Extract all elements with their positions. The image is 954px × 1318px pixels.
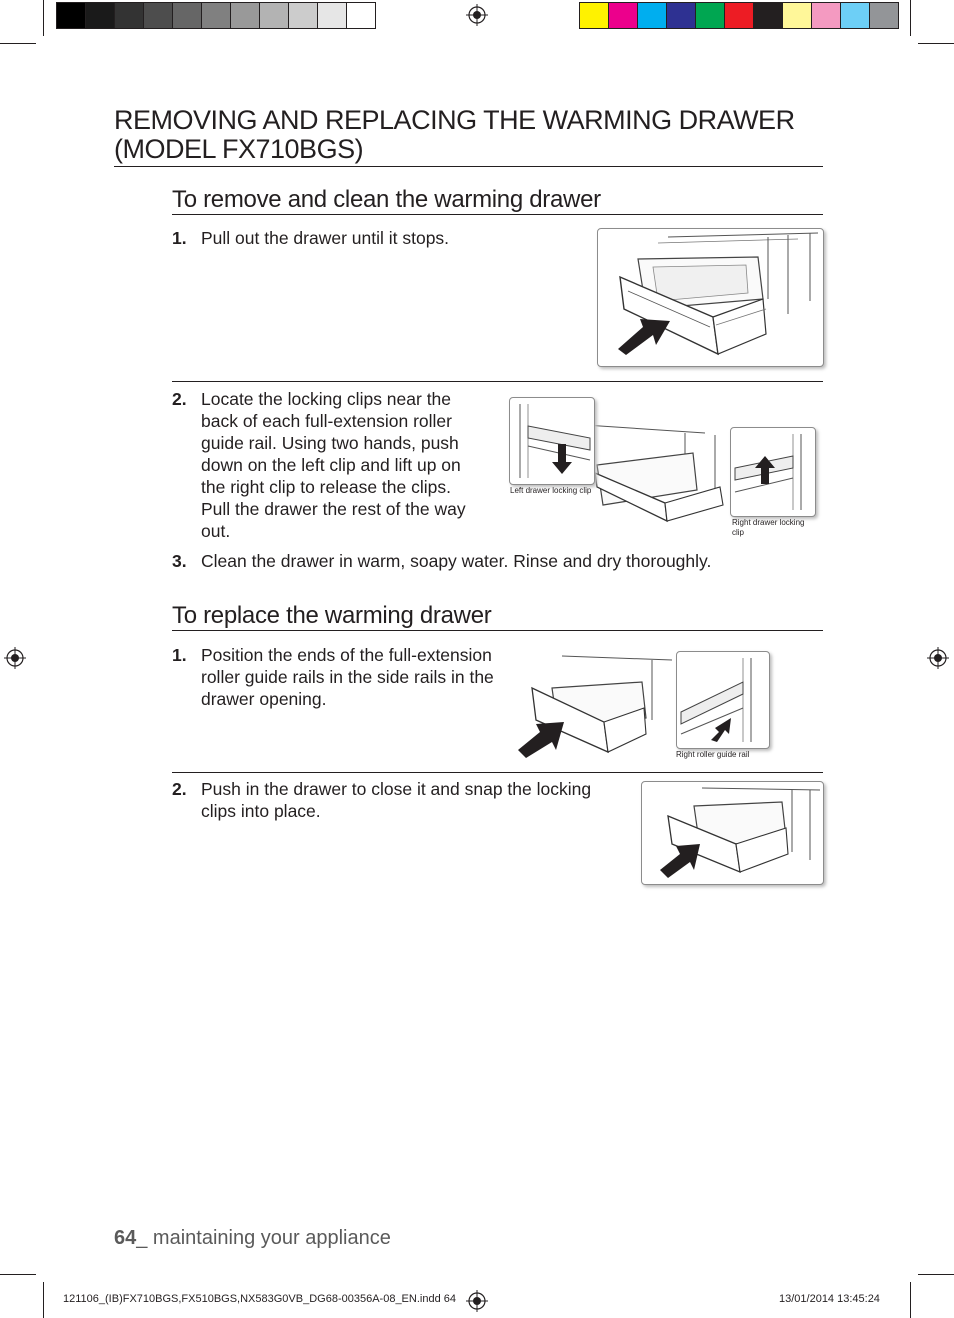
right-clip-inset [730,427,816,517]
color-swatch [782,2,812,29]
color-swatch [579,2,609,29]
gray-swatch [143,2,173,29]
gray-swatch [172,2,202,29]
color-swatch [608,2,638,29]
print-timestamp: 13/01/2014 13:45:24 [779,1293,880,1305]
page-title [114,106,826,164]
gray-swatch [317,2,347,29]
replace-section-heading: To replace the warming drawer [172,602,492,629]
crop-mark [43,1282,44,1318]
drawer-pull-out-figure [597,228,824,367]
color-swatch [695,2,725,29]
gray-swatch [114,2,144,29]
step-text: Push in the drawer to close it and snap the locking clips into place. [201,779,592,821]
step-divider [172,381,823,382]
crop-mark [0,43,36,44]
gray-swatch [56,2,86,29]
remove-section-heading: To remove and clean the warming drawer [172,186,601,213]
registration-target-icon [466,1290,488,1312]
right-rail-inset [676,651,770,749]
step-number: 1. [172,228,187,248]
step-number: 3. [172,551,187,571]
step-text: Position the ends of the full-extension roller guide rails in the side rails in the drawer opening. [201,645,494,709]
color-swatch [840,2,870,29]
step-text: Clean the drawer in warm, soapy water. Rinse and dry thoroughly. [201,551,712,571]
color-swatch [811,2,841,29]
section-rule [172,630,823,631]
replace-drawer-figure [512,650,774,765]
registration-target-icon [466,4,488,26]
step-number: 2. [172,389,187,409]
gray-swatch [85,2,115,29]
step-number: 2. [172,779,187,799]
step-text: Pull out the drawer until it stops. [201,228,450,248]
step-number: 1. [172,645,187,665]
gray-swatch [346,2,376,29]
crop-mark [910,0,911,36]
color-swatch [753,2,783,29]
gray-swatch [259,2,289,29]
step-text: Locate the locking clips near the back of each full-extension roller guide rail. Using two hands, push down on the left clip and lift up on the right clip to release the clips. Pull the drawer the rest of the way out. [201,389,466,541]
color-swatch [637,2,667,29]
color-swatch [869,2,899,29]
left-clip-inset [509,397,595,485]
gray-swatch [288,2,318,29]
section-rule [172,214,823,215]
registration-target-icon [4,647,26,669]
crop-mark [0,1274,36,1275]
color-swatch [666,2,696,29]
gray-swatch [230,2,260,29]
crop-mark [910,1282,911,1318]
file-slug: 121106_(IB)FX710BGS,FX510BGS,NX583G0VB_DG68-00356A-08_EN.indd 64 [63,1293,456,1305]
right-clip-caption: Right drawer locking clip [732,518,805,537]
right-rail-caption: Right roller guide rail [676,750,750,759]
page-title-line-2: (MODEL FX710BGS) [114,134,364,164]
close-drawer-figure [641,781,824,885]
page-footer [114,1227,391,1250]
page-number: 64 [114,1227,137,1249]
footer-section-label: _ maintaining your appliance [136,1227,391,1249]
crop-mark [918,1274,954,1275]
left-clip-caption: Left drawer locking clip [510,486,592,495]
page-title-line-1: REMOVING AND REPLACING THE WARMING DRAWER [114,105,795,135]
crop-mark [43,0,44,36]
color-swatch [724,2,754,29]
registration-target-icon [927,647,949,669]
locking-clips-figure [505,395,823,545]
gray-swatch [201,2,231,29]
step-divider [172,772,823,773]
title-rule [114,166,823,167]
crop-mark [918,43,954,44]
